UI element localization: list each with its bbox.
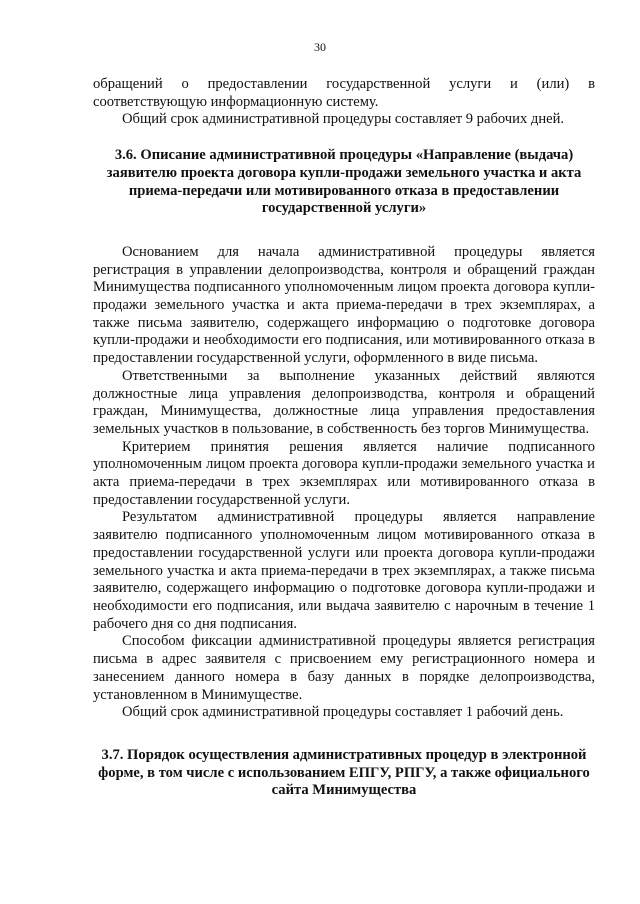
paragraph-fixation: Способом фиксации административной процедуры является регистрация письма в адрес заявителя с присвоением ему регистрационного номера и занесением данного номера в базу данных в порядке делопроизводства, установленном в Минимуществе. xyxy=(93,633,595,703)
paragraph-basis: Основанием для начала административной процедуры является регистрация в управлении делопроизводства, контроля и обращений граждан Минимущества подписанного уполномоченным лицом проекта договора купли-продажи земельного участка и акта приема-передачи в трех экземплярах, а также письма заявителю, содержащего информацию о подготовке договора купли-продажи и необходимости его подписания, или мотивированного отказа в предоставлении государственной услуги, оформленного в виде письма. xyxy=(93,243,595,367)
paragraph-term-1-day: Общий срок административной процедуры составляет 1 рабочий день. xyxy=(122,704,564,721)
paragraph-result: Результатом административной процедуры является направление заявителю подписанного уполномоченным лицом мотивированного отказа в предоставлении государственной услуги или проекта договора купли-продажи земельного участка и акта приема-передачи в трех экземплярах, а также письма заявителю, содержащего информацию о подготовке договора купли-продажи и необходимости его подписания, или выдача заявителю с нарочным в течение 1 рабочего дня со дня подписания. xyxy=(93,509,595,632)
paragraph-criterion: Критерием принятия решения является наличие подписанного уполномоченным лицом проекта договора купли-продажи земельного участка и акта приема-передачи в трех экземплярах или мотивированного отказа в предоставлении государственной услуги. xyxy=(93,438,595,508)
document-body xyxy=(93,76,595,800)
paragraph-continuation: обращений о предоставлении государственной услуги и (или) в соответствующую информационную систему. xyxy=(93,76,595,110)
section-heading-3-6: 3.6. Описание административной процедуры «Направление (выдача) заявителю проекта договора купли-продажи земельного участка и акта приема-передачи или мотивированного отказа в предоставлении государственной услуги» xyxy=(106,147,582,217)
paragraph-responsible: Ответственными за выполнение указанных действий являются должностные лица управления делопроизводства, контроля и обращений граждан, Минимущества, должностные лица управления предоставления земельных участков в пользование, в собственность без торгов Минимущества. xyxy=(93,367,595,437)
paragraph-term-9-days: Общий срок административной процедуры составляет 9 рабочих дней. xyxy=(122,111,565,128)
section-heading-3-7: 3.7. Порядок осуществления административных процедур в электронной форме, в том числе с использованием ЕПГУ, РПГУ, а также официального сайта Минимущества xyxy=(98,746,590,799)
page-number: 30 xyxy=(314,40,326,54)
